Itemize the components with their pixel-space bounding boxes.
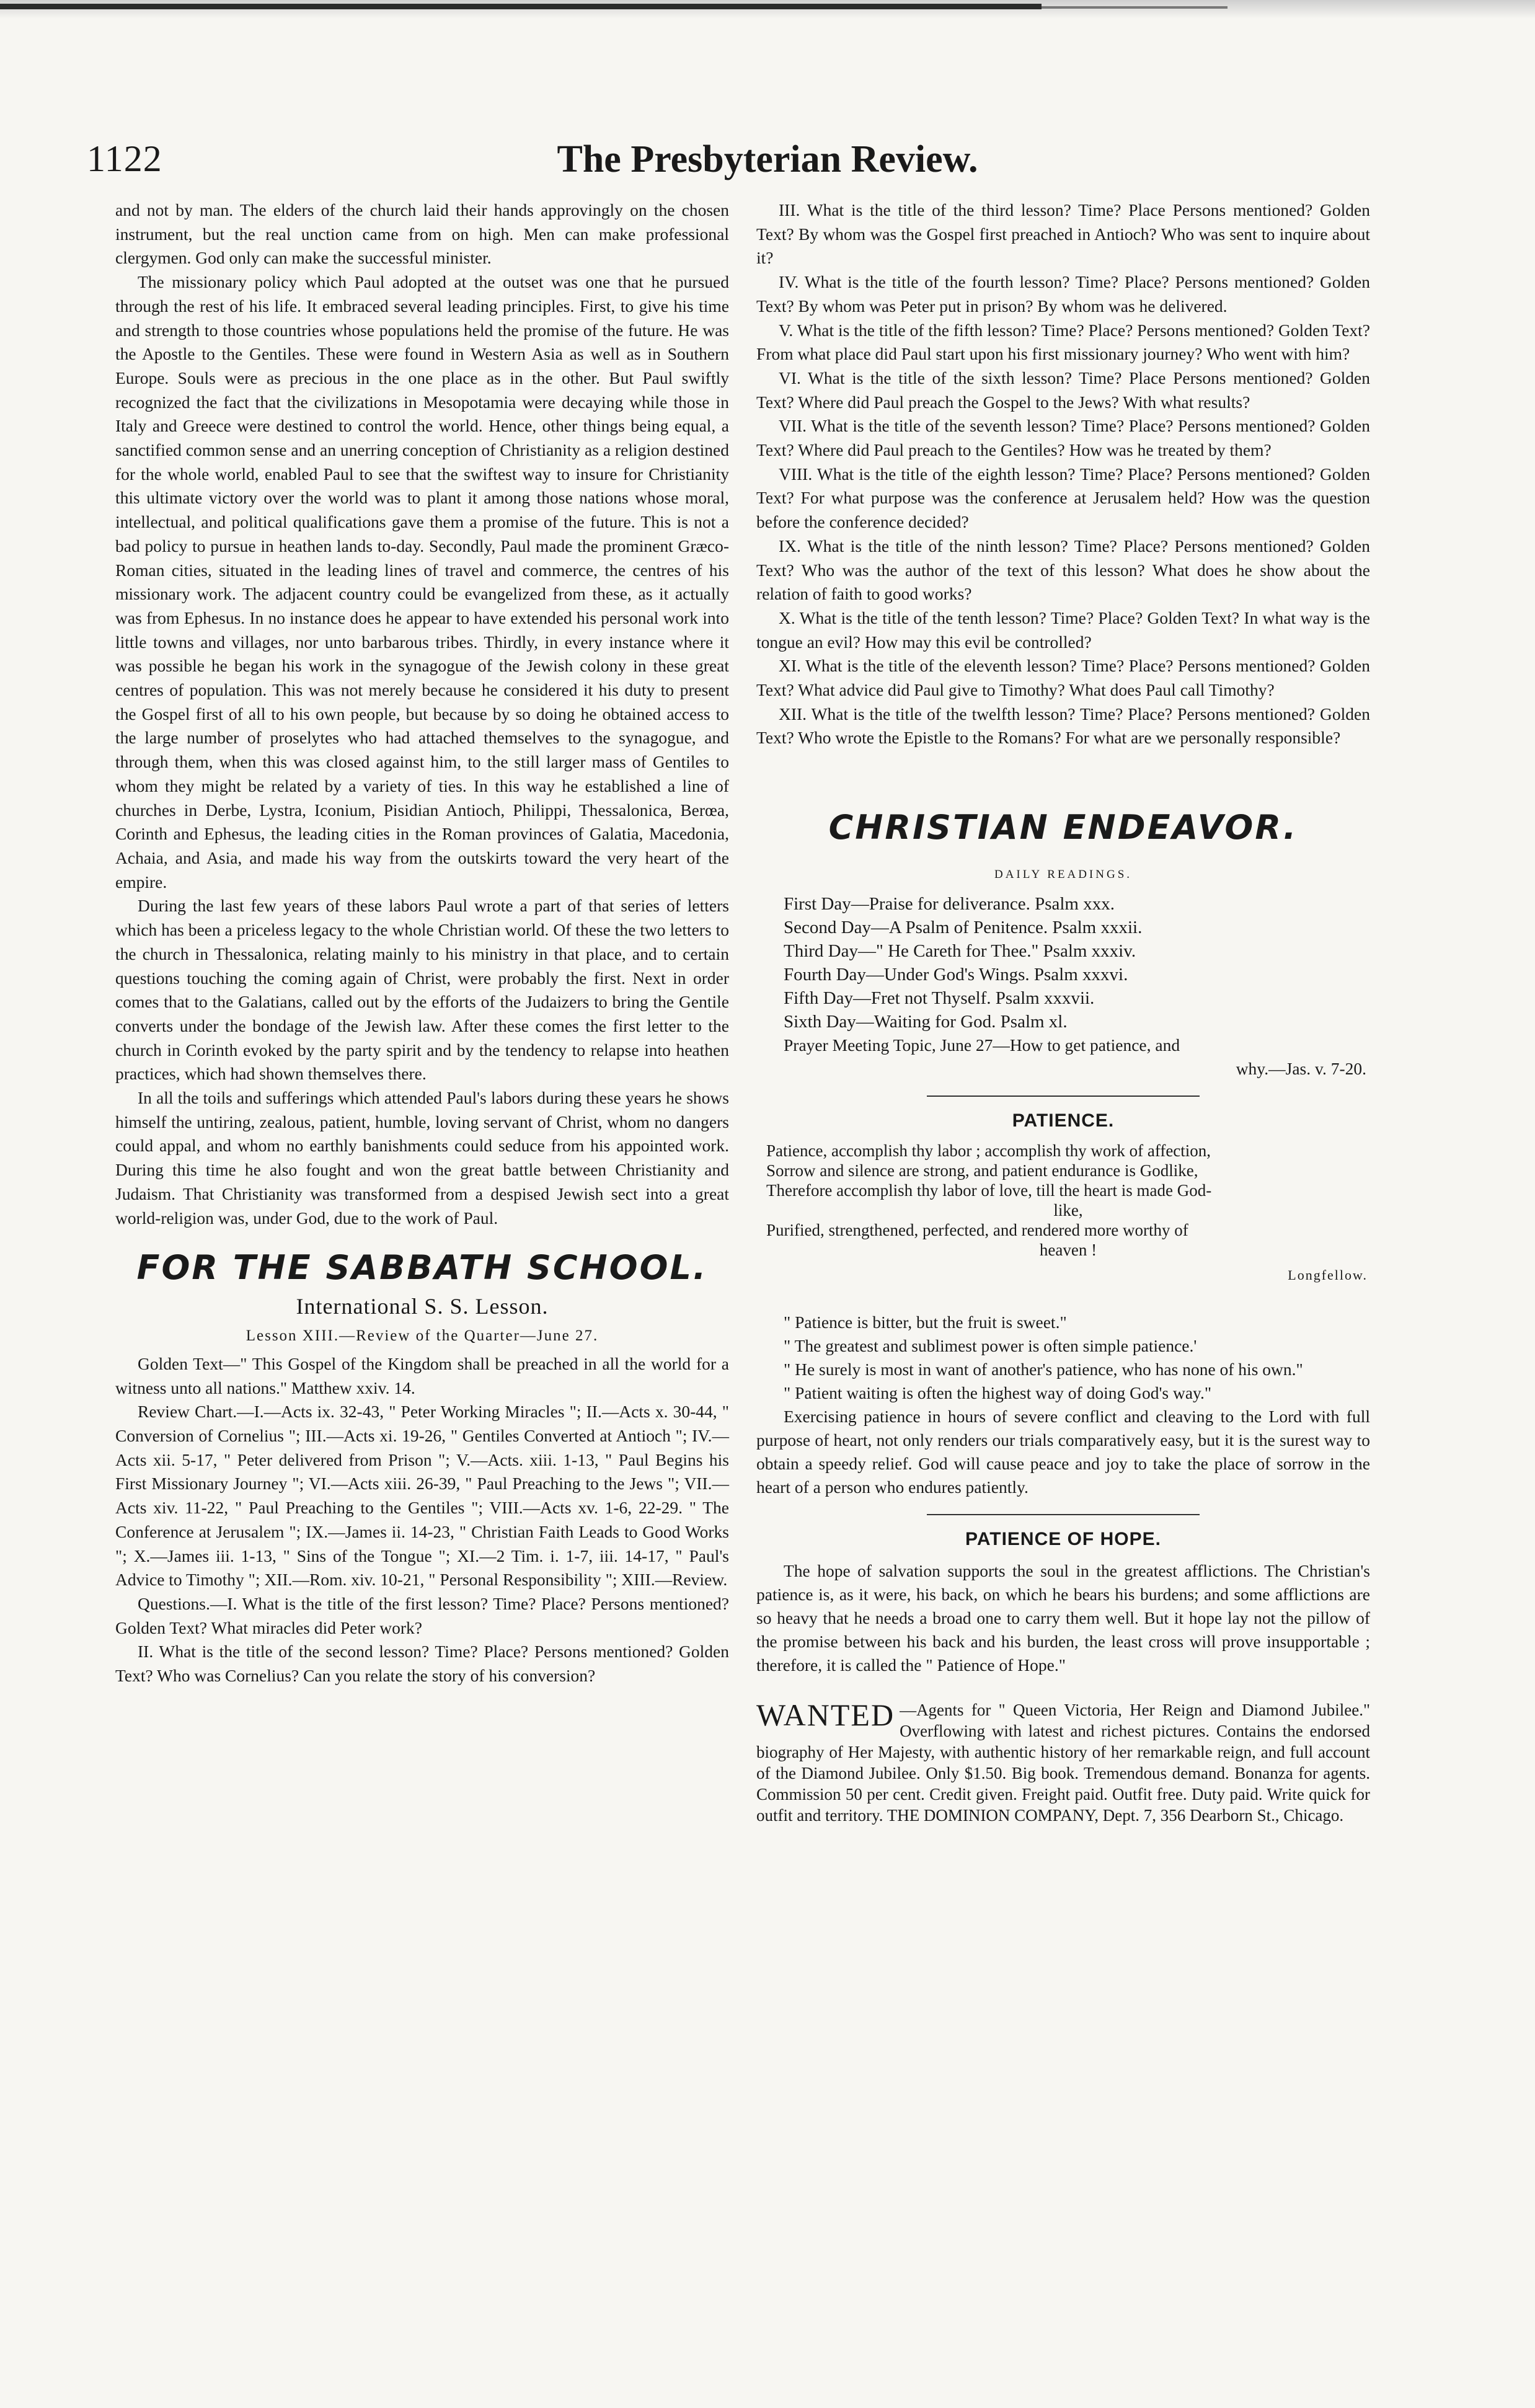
poem-line: Sorrow and silence are strong, and patient endurance is Godlike, [766, 1161, 1198, 1180]
section-divider [927, 1514, 1200, 1515]
question: V. What is the title of the fifth lesson? Time? Place? Persons mentioned? Golden Text? From what place did Paul start upon his first missionary journey? Who went with him? [756, 320, 1370, 364]
scan-top-edge [0, 0, 1535, 19]
question: VII. What is the title of the seventh lesson? Time? Place? Persons mentioned? Golden Text? Where did Paul preach to the Gentiles? How was he treated by them? [756, 416, 1370, 460]
patience-of-hope-heading: PATIENCE OF HOPE. [965, 1529, 1161, 1550]
quote: " He surely is most in want of another's patience, who has none of his own." [784, 1360, 1303, 1379]
questions: II. What is the title of the second lesson? Time? Place? Persons mentioned? Golden Text? Who was Cornelius? Can you relate the story of his conversion? [115, 1642, 729, 1686]
review-chart: Review Chart.—I.—Acts ix. 32-43, " Peter Working Miracles "; II.—Acts x. 30-44, " Conversion of Cornelius "; III.—Acts xi. 19-26, " Gentiles Converted at Antioch "; IV.—Acts xii. 5-17, " Peter delivered from Prison "; V.—Acts. xiii. 1-13, " Paul Begins his First Missionary Journey "; VI.—Acts xiii. 26-39, " Paul Preaching to the Jews "; VII.—Acts xiv. 11-22, " Paul Preaching to the Gentiles "; VIII.—Acts xv. 1-6, 22-29. " The Conference at Jerusalem "; IX.—James ii. 14-23, " Christian Faith Leads to Good Works "; X.—James iii. 1-13, " Sins of the Tongue "; XI.—2 Tim. i. 1-7, iii. 14-17, " Paul's Advice to Timothy "; XII.—Rom. xiv. 10-21, " Personal Responsibility "; XIII.—Review. [115, 1402, 729, 1590]
poem-line: heaven ! [1039, 1240, 1097, 1259]
reading-item: Second Day—A Psalm of Penitence. Psalm xxxii. [784, 917, 1143, 937]
ad-wanted: WANTED [756, 1697, 895, 1732]
running-title: The Presbyterian Review. [557, 138, 978, 180]
lesson-subheading: International S. S. Lesson. [296, 1294, 549, 1319]
christian-endeavor-heading: CHRISTIAN ENDEAVOR. [828, 808, 1298, 848]
patience-heading: PATIENCE. [1012, 1110, 1115, 1131]
lesson-line: Lesson XIII.—Review of the Quarter—June 27. [246, 1327, 599, 1345]
question: IX. What is the title of the ninth lesson? Time? Place? Persons mentioned? Golden Text? Who was the author of the text of this lesson? What does he show about the relation of faith to good works? [756, 536, 1370, 604]
section-divider [927, 1096, 1200, 1097]
poem-attribution: Longfellow. [1288, 1267, 1368, 1283]
paragraph: and not by man. The elders of the church laid their hands approvingly on the chosen instrument, but the real unction came from on high. Men can make professional clergymen. God only can make the successful minister. [115, 200, 729, 268]
sabbath-school-heading: FOR THE SABBATH SCHOOL. [136, 1248, 708, 1288]
scan-top-rule-faint [1042, 6, 1228, 9]
paragraph: In all the toils and sufferings which attended Paul's labors during these years he shows himself the untiring, zealous, patient, humble, loving servant of Christ, whom no dangers could appal, and whom no earthly banishments could seduce from his appointed work. During this time he also fought and won the great battle between Christianity and Judaism. That Christianity was transformed from a despised Jewish sect into a great world-religion was, under God, due to the work of Paul. [115, 1088, 729, 1228]
question: III. What is the title of the third lesson? Time? Place Persons mentioned? Golden Text? By whom was the Gospel first preached in Antioch? Who was sent to inquire about it? [756, 200, 1370, 268]
golden-text: Golden Text—" This Gospel of the Kingdom shall be preached in all the world for a witness unto all nations." Matthew xxiv. 14. [115, 1353, 729, 1397]
page-number: 1122 [87, 138, 162, 179]
poem-line: like, [1053, 1200, 1083, 1219]
question: XI. What is the title of the eleventh lesson? Time? Place? Persons mentioned? Golden Text? What advice did Paul give to Timothy? What does Paul call Timothy? [756, 656, 1370, 700]
prayer-topic-end: why.—Jas. v. 7-20. [1236, 1058, 1366, 1078]
question: XII. What is the title of the twelfth lesson? Time? Place? Persons mentioned? Golden Text? Who wrote the Epistle to the Romans? For what are we personally responsible? [756, 704, 1370, 748]
reading-item: Fifth Day—Fret not Thyself. Psalm xxxvii. [784, 988, 1095, 1008]
quote: " The greatest and sublimest power is often simple patience.' [784, 1336, 1197, 1356]
questions: Questions.—I. What is the title of the first lesson? Time? Place? Persons mentioned? Golden Text? What miracles did Peter work? [115, 1593, 729, 1637]
left-column [115, 198, 729, 1688]
poem-line: Purified, strengthened, perfected, and rendered more worthy of [766, 1220, 1188, 1239]
question: VIII. What is the title of the eighth lesson? Time? Place? Persons mentioned? Golden Text? For what purpose was the conference at Jerusalem held? How was the question before the conference decided? [756, 464, 1370, 532]
right-column [756, 198, 1370, 1826]
patience-paragraph: Exercising patience in hours of severe conflict and cleaving to the Lord with full purpose of heart, not only renders our trials comparatively easy, but it is the surest way to obtain a speedy relief. God will cause peace and joy to take the place of sorrow in the heart of a person who endures patiently. [756, 1407, 1370, 1497]
question: VI. What is the title of the sixth lesson? Time? Place Persons mentioned? Golden Text? Where did Paul preach the Gospel to the Jews? With what results? [756, 368, 1370, 412]
question: IV. What is the title of the fourth lesson? Time? Place? Persons mentioned? Golden Text? By whom was Peter put in prison? By whom was he delivered. [756, 272, 1370, 316]
patience-of-hope-text: The hope of salvation supports the soul in the greatest afflictions. The Christian's patience is, as it were, his back, on which he bears his burdens; and some afflictions are so heavy that he needs a broad one to carry them well. But it hope lay not the pillow of the promise between his back and his burden, the least cross will prove insupportable ; therefore, it is called the " Patience of Hope." [756, 1560, 1370, 1675]
reading-item: Third Day—" He Careth for Thee." Psalm xxxiv. [784, 941, 1136, 961]
reading-item: Sixth Day—Waiting for God. Psalm xl. [784, 1011, 1068, 1032]
paragraph: During the last few years of these labors Paul wrote a part of that series of letters which has been a priceless legacy to the whole Christian world. Of these the two letters to the church in Thessalonica, relating mainly to his ministry in that place, and to certain questions touching the coming again of Christ, were probably the first. Next in order comes that to the Galatians, called out by the efforts of the Judaizers to bring the Gentile converts under the bondage of the Jewish law. After these comes the first letter to the church in Corinth evoked by the party spirit and by the tendency to relapse into heathen practices, which had shown themselves there. [115, 896, 729, 1084]
prayer-topic: Prayer Meeting Topic, June 27—How to get patience, and [784, 1035, 1180, 1055]
advertisement [756, 1699, 1370, 1826]
poem-line: Patience, accomplish thy labor ; accomplish thy work of affection, [766, 1141, 1211, 1160]
reading-item: First Day—Praise for deliverance. Psalm xxx. [784, 893, 1115, 914]
poem-line: Therefore accomplish thy labor of love, till the heart is made God- [766, 1180, 1212, 1200]
quote: " Patient waiting is often the highest way of doing God's way." [784, 1383, 1212, 1403]
daily-readings-label: DAILY READINGS. [994, 868, 1133, 882]
question: X. What is the title of the tenth lesson? Time? Place? Golden Text? In what way is the tongue an evil? How may this evil be controlled? [756, 608, 1370, 652]
quote: " Patience is bitter, but the fruit is sweet." [784, 1312, 1067, 1332]
scan-top-rule [0, 4, 1042, 9]
ad-text: —Agents for " Queen Victoria, Her Reign and Diamond Jubilee." Overflowing with latest and richest pictures. Contains the endorsed biography of Her Majesty, with authentic history of her remarkable reign, and full account of the Diamond Jubilee. Only $1.50. Big book. Tremendous demand. Bonanza for agents. Commission 50 per cent. Credit given. Freight paid. Outfit free. Duty paid. Write quick for outfit and territory. THE DOMINION COMPANY, Dept. 7, 356 Dearborn St., Chicago. [756, 1700, 1370, 1825]
reading-item: Fourth Day—Under God's Wings. Psalm xxxvi. [784, 964, 1128, 985]
paragraph: The missionary policy which Paul adopted at the outset was one that he pursued through the rest of his life. It embraced several leading principles. First, to give his time and strength to those countries whose populations held the promise of the future. He was the Apostle to the Gentiles. These were found in Western Asia as well as in Southern Europe. Souls were as precious in the one place as in the other. But Paul swiftly recognized the fact that the civilizations in Mesopotamia were decaying while those in Italy and Greece were destined to control the world. Hence, other things being equal, a sanctified common sense and an unerring conception of Christianity as a religion destined for the whole world, enabled Paul to see that the swiftest way to insure for Christianity this ultimate victory over the world was to plant it among those nations whose moral, intellectual, and political qualifications gave them a promise of the future. This is not a bad policy to pursue in heathen lands to-day. Secondly, Paul made the prominent Græco-Roman cities, situated in the leading lines of travel and commerce, the centres of his missionary work. The adjacent country could be evangelized from these, as it actually was from Ephesus. In no instance does he appear to have extended his personal work into little towns and villages, nor unto barbarous tribes. Thirdly, in every instance where it was possible he began his work in the synagogue of the Jewish colony in these great centres of population. This was not merely because he considered it his duty to present the Gospel first of all to his own people, but because by so doing he obtained access to the large number of proselytes who had attached themselves to the synagogue, and through them, when this was closed against him, to the still larger mass of Gentiles to whom they might be related by a variety of ties. In this way he established a line of churches in Derbe, Lystra, Iconium, Pisidian Antioch, Philippi, Thessalonica, Berœa, Corinth and Ephesus, the leading cities in the Roman provinces of Galatia, Macedonia, Achaia, and Asia, and made his way from the outskirts toward the very heart of the empire. [115, 272, 729, 892]
